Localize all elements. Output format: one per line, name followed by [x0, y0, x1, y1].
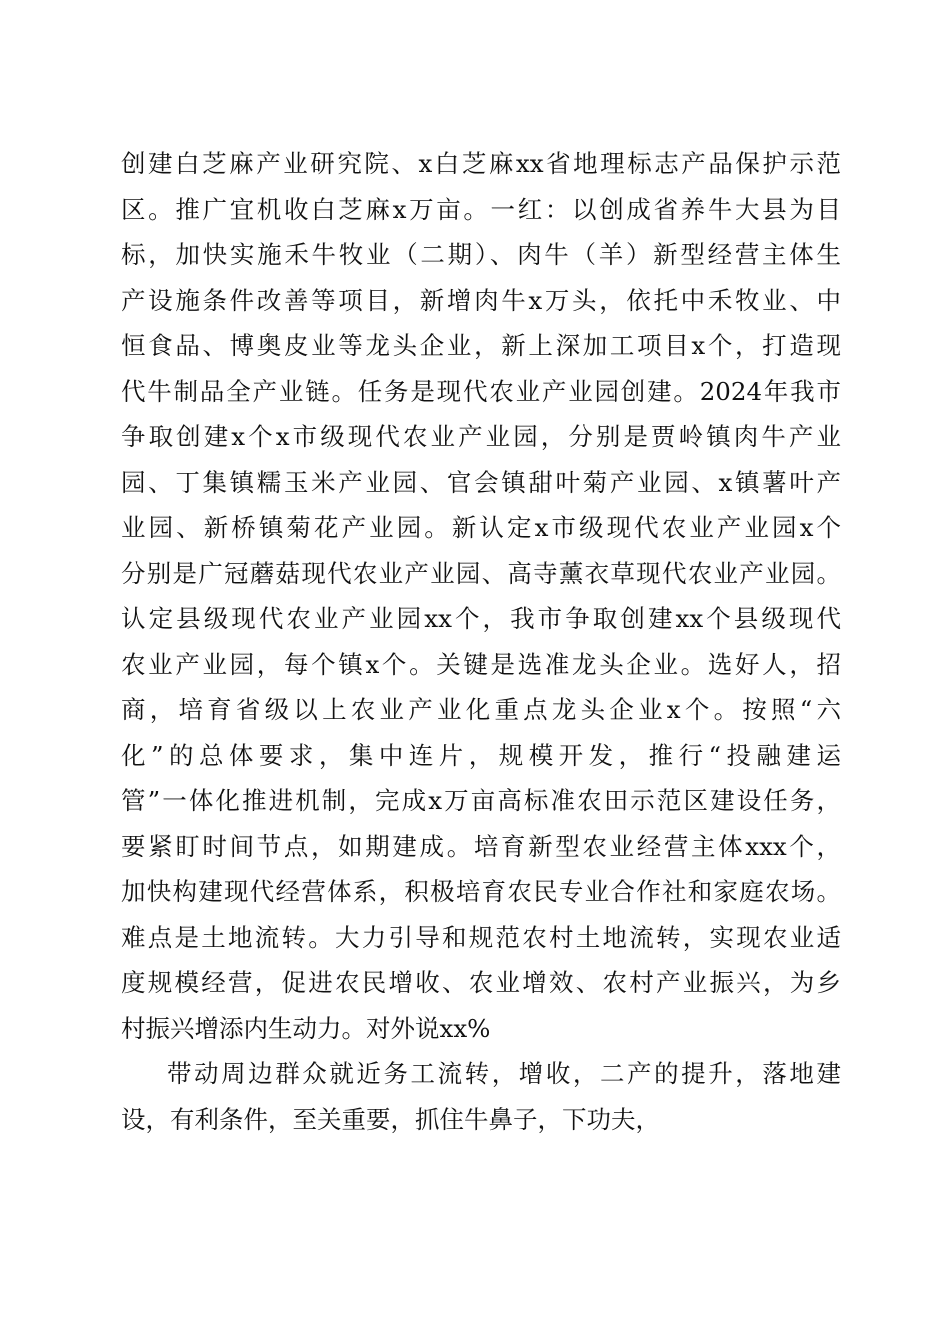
text-line: 化”的总体要求，集中连片，规模开发，推行“投融建运: [121, 740, 841, 770]
text-line: 商，培育省级以上农业产业化重点龙头企业x个。按照“六: [121, 695, 841, 724]
text-line: 园、丁集镇糯玉米产业园、官会镇甜叶菊产业园、x镇薯叶产: [121, 467, 841, 497]
text-line: 争取创建x个x市级现代农业产业园，分别是贾岭镇肉牛产业: [121, 422, 841, 451]
text-line: 设，有利条件，至关重要，抓住牛鼻子，下功夫，: [121, 1104, 660, 1134]
paragraph-2: [121, 1051, 841, 1142]
text-line: 度规模经营，促进农民增收、农业增效、农村产业振兴，为乡: [121, 968, 841, 997]
text-line: 代牛制品全产业链。任务是现代农业产业园创建。2024年我市: [121, 376, 841, 406]
text-line: 村振兴增添内生动力。对外说xx%: [121, 1013, 491, 1043]
text-line: 带动周边群众就近务工流转，增收，二产的提升，落地建: [167, 1059, 841, 1088]
text-line: 难点是土地流转。大力引导和规范农村土地流转，实现农业适: [121, 922, 841, 952]
text-line: 管”一体化推进机制，完成x万亩高标准农田示范区建设任务，: [121, 786, 841, 815]
paragraph-1: [121, 141, 841, 1051]
text-line: 标，加快实施禾牛牧业（二期）、肉牛（羊）新型经营主体生: [121, 240, 841, 269]
text-line: 创建白芝麻产业研究院、x白芝麻xx省地理标志产品保护示范: [121, 149, 841, 178]
text-line: 农业产业园，每个镇x个。关键是选准龙头企业。选好人，招: [121, 649, 841, 679]
text-line: 加快构建现代经营体系，积极培育农民专业合作社和家庭农场。: [121, 877, 841, 906]
document-body: [121, 141, 841, 1142]
text-line: 分别是广冠蘑菇现代农业产业园、高寺薰衣草现代农业产业园。: [121, 558, 841, 588]
text-line: 认定县级现代农业产业园xx个，我市争取创建xx个县级现代: [121, 604, 841, 633]
text-line: 要紧盯时间节点，如期建成。培育新型农业经营主体xxx个，: [121, 831, 841, 861]
text-line: 产设施条件改善等项目，新增肉牛x万头，依托中禾牧业、中: [121, 285, 841, 315]
text-line: 区。推广宜机收白芝麻x万亩。一红：以创成省养牛大县为目: [121, 194, 841, 224]
text-line: 业园、新桥镇菊花产业园。新认定x市级现代农业产业园x个: [121, 513, 841, 542]
text-line: 恒食品、博奥皮业等龙头企业，新上深加工项目x个，打造现: [121, 331, 841, 360]
